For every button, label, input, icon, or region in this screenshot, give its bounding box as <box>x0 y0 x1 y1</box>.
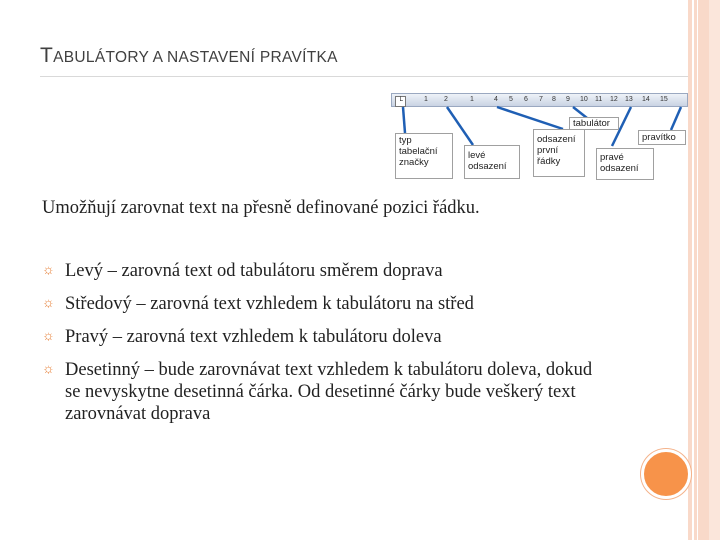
title-divider <box>40 76 688 77</box>
ruler-number: 5 <box>509 96 513 103</box>
sun-icon: ☼ <box>42 296 55 311</box>
callout-line: tabulátor <box>573 118 610 129</box>
callout-line: první <box>537 145 559 156</box>
bullet-text: Desetinný – bude zarovnávat text vzhledem k tabulátoru doleva, dokud se nevyskytne desetinná čárka. Od desetinné čárky bude veškerý text zarovnávat doprava <box>65 360 593 424</box>
callout-line: řádky <box>537 156 561 167</box>
intro-text: Umožňují zarovnat text na přesně definované pozici řádku. <box>42 198 480 218</box>
stripe-line <box>692 0 694 540</box>
ruler-number: 2 <box>444 96 448 103</box>
callout-line: tabelační <box>399 146 438 157</box>
decorative-circle <box>641 449 691 499</box>
ruler-number: 13 <box>625 96 633 103</box>
callout-tabulator <box>569 117 619 130</box>
stripe-line <box>697 0 698 540</box>
callout-line: značky <box>399 157 429 168</box>
callout-prave <box>596 148 654 180</box>
arrow-pravitko <box>671 107 681 130</box>
tab-selector-icon: └ <box>395 96 406 107</box>
arrow-odsazeni <box>497 107 563 129</box>
ruler-number: 11 <box>595 96 603 103</box>
stripe-inner <box>709 0 720 540</box>
ruler-number: 12 <box>610 96 618 103</box>
list-item <box>42 326 642 348</box>
sun-icon: ☼ <box>42 362 55 377</box>
list-item <box>42 359 605 425</box>
ruler-number: 15 <box>660 96 668 103</box>
arrow-typ <box>403 107 405 133</box>
callout-line: levé <box>468 150 486 161</box>
sun-icon: ☼ <box>42 263 55 278</box>
callout-line: pravítko <box>642 132 676 143</box>
ruler-number: 9 <box>566 96 570 103</box>
callout-pravitko <box>638 130 686 145</box>
callout-line: odsazení <box>600 163 639 174</box>
callout-odsazeni <box>533 129 585 177</box>
ruler-number: 14 <box>642 96 650 103</box>
ruler-number: 4 <box>494 96 498 103</box>
slide-title <box>40 44 338 68</box>
callout-line: typ <box>399 135 412 146</box>
list-item <box>42 260 642 282</box>
callout-line: odsazení <box>537 134 576 145</box>
bullet-text: Levý – zarovná text od tabulátoru směrem doprava <box>65 261 443 281</box>
ruler-number: 10 <box>580 96 588 103</box>
ruler-number: 8 <box>552 96 556 103</box>
sun-icon: ☼ <box>42 329 55 344</box>
ruler-number: 1 <box>424 96 428 103</box>
bullet-list <box>42 260 642 436</box>
callout-leve <box>464 145 520 179</box>
ruler-number: 6 <box>524 96 528 103</box>
title-first-letter: T <box>40 44 54 67</box>
callout-line: pravé <box>600 152 624 163</box>
bullet-text: Pravý – zarovná text vzhledem k tabulátoru doleva <box>65 327 442 347</box>
ruler-figure <box>391 93 688 185</box>
callout-line: odsazení <box>468 161 507 172</box>
ruler-number: 7 <box>539 96 543 103</box>
ruler-number: 1 <box>470 96 474 103</box>
title-rest: ABULÁTORY A NASTAVENÍ PRAVÍTKA <box>53 49 338 66</box>
bullet-text: Středový – zarovná text vzhledem k tabulátoru na střed <box>65 294 474 314</box>
list-item <box>42 293 642 315</box>
callout-typ <box>395 133 453 179</box>
